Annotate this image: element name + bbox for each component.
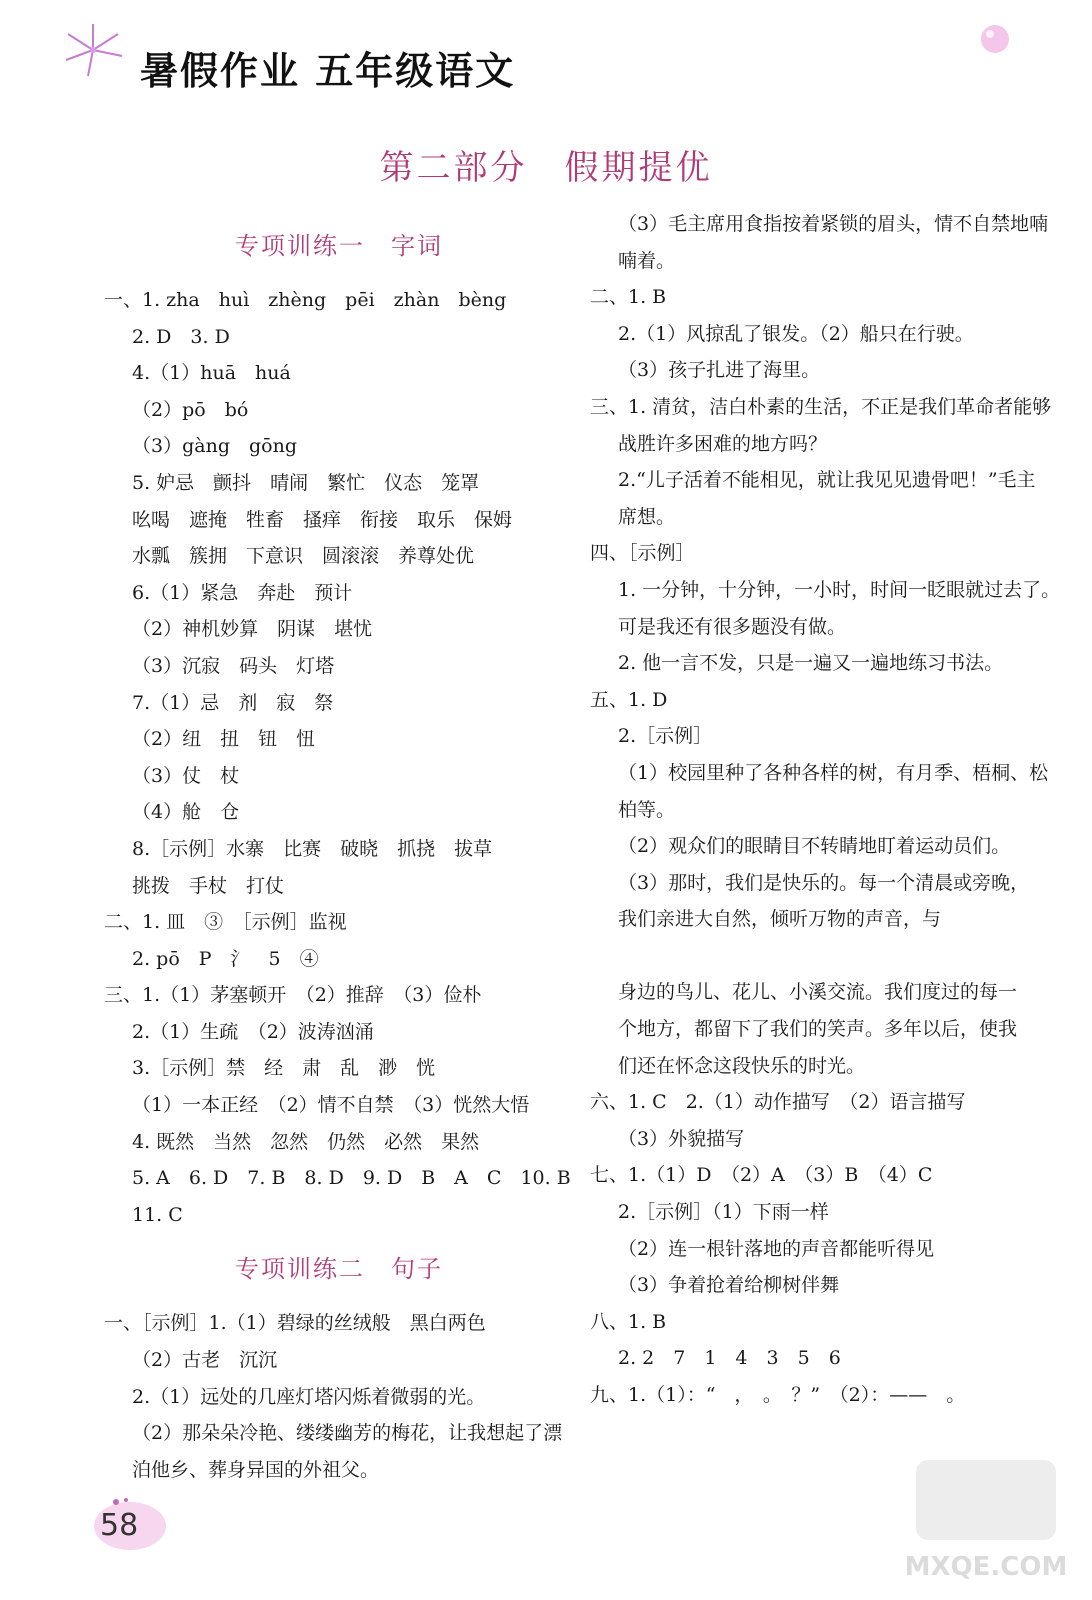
watermark-text: MXQE.COM: [904, 1552, 1068, 1582]
section-title-1: 专项训练一 字词: [235, 232, 443, 260]
answer-line: （2）古老 沉沉: [132, 1349, 278, 1372]
answer-line: 6.（1）紧急 奔赴 预计: [132, 581, 353, 604]
answer-line: 2. 2 7 1 4 3 5 6: [618, 1347, 841, 1370]
answer-line: 5. A 6. D 7. B 8. D 9. D B A C 10. B: [132, 1167, 571, 1190]
answer-line: 2.（1）生疏 （2）波涛汹涌: [132, 1020, 374, 1043]
answer-line: 一、［示例］1.（1）碧绿的丝绒般 黑白两色: [104, 1312, 486, 1335]
answer-line: 我们亲进大自然，倾听万物的声音，与: [618, 908, 942, 931]
answer-line: 吆喝 遮掩 牲畜 搔痒 衔接 取乐 保姆: [132, 508, 513, 531]
answer-line: 席想。: [618, 505, 676, 528]
answer-line: 2. D 3. D: [132, 325, 230, 348]
answer-line: 8.［示例］水寨 比赛 破晓 抓挠 拔草: [132, 837, 493, 860]
section-2-answers: [104, 1305, 574, 1488]
answer-line: 2.“儿子活着不能相见，就让我见见遗骨吧！”毛主: [618, 469, 1036, 492]
answer-line: 1. 一分钟，十分钟，一小时，时间一眨眼就过去了。: [618, 578, 1061, 601]
answer-line: 二、1. 皿 ③ ［示例］监视: [104, 911, 347, 934]
answer-line: 九、1.（1）：“ ， 。 ？” （2）：—— 。: [590, 1384, 966, 1406]
section-title-2: 专项训练二 句子: [235, 1255, 443, 1284]
answer-line: 11. C: [132, 1203, 183, 1226]
answer-line: （2）观众们的眼睛目不转睛地盯着运动员们。: [618, 835, 1011, 858]
answer-line: （2）连一根针落地的声音都能听得见: [618, 1237, 935, 1260]
answer-line: 喃着。: [618, 249, 676, 272]
page-number: 58: [100, 1508, 139, 1543]
answer-line: 2.［示例］: [618, 725, 713, 748]
answer-line: （3）外貌描写: [618, 1127, 745, 1150]
answer-line: 3.［示例］禁 经 肃 乱 渺 恍: [132, 1057, 436, 1080]
answer-line: 四、［示例］: [590, 542, 695, 565]
answer-line: 水瓢 簇拥 下意识 圆滚滚 养尊处优: [132, 545, 475, 568]
answer-line: （3）那时，我们是快乐的。每一个清晨或旁晚，: [618, 871, 1030, 894]
answer-line: （3）仗 杖: [132, 764, 240, 787]
answer-line: 4. 既然 当然 忽然 仍然 必然 果然: [132, 1130, 480, 1153]
answer-line: 们还在怀念这段快乐的时光。: [618, 1054, 866, 1077]
answer-line: （3）争着抢着给柳树伴舞: [618, 1274, 840, 1297]
answer-line: 泊他乡、葬身异国的外祖父。: [132, 1458, 380, 1481]
answer-line: 三、1. 清贫，洁白朴素的生活，不正是我们革命者能够: [590, 395, 1052, 418]
answer-line: 一、1. zha huì zhèng pēi zhàn bèng: [104, 289, 507, 311]
answer-line: 二、1. B: [590, 286, 667, 309]
answer-line: （3）毛主席用食指按着紧锁的眉头，情不自禁地喃: [618, 213, 1049, 235]
answer-line: 挑拨 手杖 打仗: [132, 874, 285, 897]
answer-line: 2. pō P 氵 5 ④: [132, 947, 319, 970]
answer-line: 2.（1）远处的几座灯塔闪烁着微弱的光。: [132, 1385, 486, 1408]
answer-line: 身边的鸟儿、花儿、小溪交流。我们度过的每一: [618, 981, 1018, 1004]
answer-line: 个地方，都留下了我们的笑声。多年以后，使我: [618, 1018, 1018, 1041]
answer-line: （3）沉寂 码头 灯塔: [132, 654, 335, 677]
answer-line: 战胜许多困难的地方吗？: [618, 432, 828, 455]
section-1-answers: [104, 282, 574, 1233]
answer-line: （1）一本正经 （2）情不自禁 （3）恍然大悟: [132, 1094, 530, 1117]
answer-line: （3）gàng gōng: [132, 435, 297, 458]
answer-line: （1）校园里种了各种各样的树，有月季、梧桐、松: [618, 761, 1049, 784]
answer-line: 六、1. C 2.（1）动作描写 （2）语言描写: [590, 1091, 966, 1114]
answer-line: 柏等。: [618, 798, 676, 821]
answer-line: （3）孩子扎进了海里。: [618, 359, 821, 382]
watermark-logo-icon: [896, 1450, 1076, 1590]
answer-line: 5. 妒忌 颤抖 晴闹 繁忙 仪态 笼罩: [132, 471, 480, 494]
answer-line: 2.（1）风掠乱了银发。（2）船只在行驶。: [618, 322, 974, 345]
answer-line: 2. 他一言不发，只是一遍又一遍地练习书法。: [618, 652, 1004, 675]
firework-decoration-icon: [58, 20, 128, 80]
answer-line: [590, 938, 1060, 975]
answer-line: （2）纽 扭 钮 忸: [132, 728, 316, 751]
answer-line: 7.（1）忌 剂 寂 祭: [132, 691, 334, 714]
answer-line: 2.［示例］（1）下雨一样: [618, 1201, 829, 1224]
right-column: [590, 206, 1060, 1414]
pink-bubble-icon: [978, 22, 1012, 56]
answer-line: （4）舱 仓: [132, 801, 240, 824]
answer-line: （2）神机妙算 阴谋 堪忧: [132, 618, 373, 641]
answer-line: 七、1.（1）D （2）A （3）B （4）C: [590, 1164, 933, 1187]
answer-line: （2）pō bó: [132, 398, 249, 421]
answer-line: 4.（1）huā huá: [132, 362, 291, 385]
answer-line: 八、1. B: [590, 1310, 667, 1333]
header-title: 暑假作业 五年级语文: [140, 49, 516, 93]
answer-line: （2）那朵朵冷艳、缕缕幽芳的梅花，让我想起了漂: [132, 1422, 563, 1445]
answer-line: 三、1.（1）茅塞顿开 （2）推辞 （3）俭朴: [104, 984, 482, 1007]
left-column: [104, 210, 574, 1488]
answer-line: 五、1. D: [590, 688, 668, 711]
right-column-answers: [590, 206, 1060, 1414]
part-title: 第二部分 假期提优: [379, 148, 713, 188]
answer-line: 可是我还有很多题没有做。: [618, 615, 847, 638]
